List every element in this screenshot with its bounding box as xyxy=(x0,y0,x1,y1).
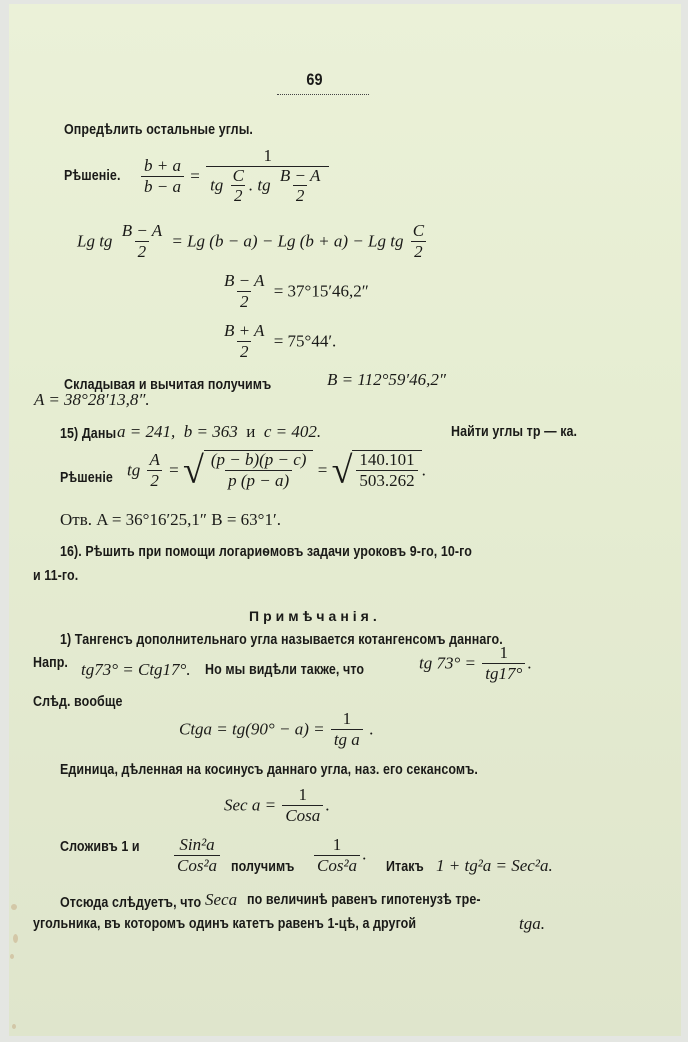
equation-2: Lg tg $\frac{B - A}{2}$ = Lg (b − a) − Lg (b + a) − Lg tg $\frac{C}{2}$ xyxy=(77,221,425,261)
result-b: B = 112°59′46,2″ xyxy=(327,370,446,389)
problem-15-task: Найти углы тр — ка. xyxy=(451,424,578,440)
sum-text-b: получимъ xyxy=(231,859,295,875)
solution-label: Рѣшеніе. xyxy=(64,168,121,184)
final-line-1-rest: по величинѣ равенъ гипотенузѣ тре- xyxy=(247,892,481,908)
secant-line: Единица, дѣленная на косинусъ даннаго угла, наз. его секансомъ. xyxy=(60,762,478,778)
equation-4: $\frac{B + A}{2}$ = 75°44′. xyxy=(224,321,337,361)
note-1-line-1: 1) Тангенсъ дополнительнаго угла называется котангенсомъ даннаго. xyxy=(60,632,503,648)
sum-text-c: Итакъ xyxy=(386,859,424,875)
book-page xyxy=(9,4,681,1036)
equation-3: $\frac{B - A}{2}$ = 37°15′46,2″ xyxy=(224,271,369,311)
final-line-1: Отсюда слѣдуетъ, что xyxy=(60,895,202,911)
final-line-2: угольника, въ которомъ одинъ катетъ равенъ 1-цѣ, а другой xyxy=(33,916,417,932)
equation-1: $\frac{b + a}{b - a}$ = 1 tg $\frac{C}{2}$ . tg $\frac{B - A}{2}$ xyxy=(139,147,331,206)
problem-16-line-1: 16). Рѣшить при помощи логариѳмовъ задачи уроковъ 9-го, 10-го xyxy=(60,544,472,560)
page-number: 69 xyxy=(306,70,323,89)
final-tga: tga. xyxy=(519,914,545,933)
sum-identity: 1 + tg²a = Sec²a. xyxy=(436,856,553,875)
problem-15-values: a = 241, b = 363 и c = 402. xyxy=(117,422,322,441)
problem-15: 15) Даны xyxy=(60,426,117,442)
sec-formula: Sec a = $\frac{1}{\text{Cosa}}$ . xyxy=(224,785,330,825)
result-a: A = 38°28′13,8″. xyxy=(34,390,150,409)
fraction: $\frac{b + a}{b - a}$ xyxy=(141,157,184,196)
page-stain xyxy=(13,934,18,943)
radical-sign: √ xyxy=(331,449,353,492)
page-stain xyxy=(11,904,17,910)
note-1-line-2: Напр. xyxy=(33,655,68,671)
final-seca: Seca xyxy=(205,890,238,909)
page-number-rule xyxy=(277,94,369,95)
sum-frac-2: $\frac{1}{\text{Cos²a}}$ . xyxy=(312,836,366,875)
note-1-formula: tg 73° = $\frac{1}{tg17^\circ}$ . xyxy=(419,643,532,683)
radical-sign: √ xyxy=(182,449,204,492)
answer-15: Отв. A = 36°16′25,1″ B = 63°1′. xyxy=(60,510,281,529)
problem-16-line-2: и 11-го. xyxy=(33,568,79,584)
combine-line: Складывая и вычитая получимъ xyxy=(64,377,272,393)
note-1-text: Но мы видѣли также, что xyxy=(205,662,365,678)
page-stain xyxy=(10,954,14,959)
fraction: 1 tg $\frac{C}{2}$ . tg $\frac{B - A}{2}$ xyxy=(206,147,329,206)
page-stain xyxy=(12,1024,16,1029)
note-1-tg73: tg73° = Ctg17°. xyxy=(81,660,191,679)
sum-frac-1: $\frac{\text{Sin²a}}{\text{Cos²a}}$ xyxy=(172,836,222,875)
notes-title: Примѣчанія. xyxy=(249,608,381,624)
sum-line: Сложивъ 1 и xyxy=(60,839,140,855)
solution-15-formula: tg $\frac{A}{2}$ = √ $\frac{(p - b)(p - c)}{p (p - a)}$ = √ $\frac{140.101}{503.262}$ . xyxy=(127,449,426,492)
ctg-formula: Ctga = tg(90° − a) = $\frac{1}{\text{tg a}}$ . xyxy=(179,709,374,749)
solution-15-label: Рѣшеніе xyxy=(60,470,113,486)
determine-line: Опредѣлить остальные углы. xyxy=(64,122,253,138)
note-1-line-3: Слѣд. вообще xyxy=(33,694,123,710)
